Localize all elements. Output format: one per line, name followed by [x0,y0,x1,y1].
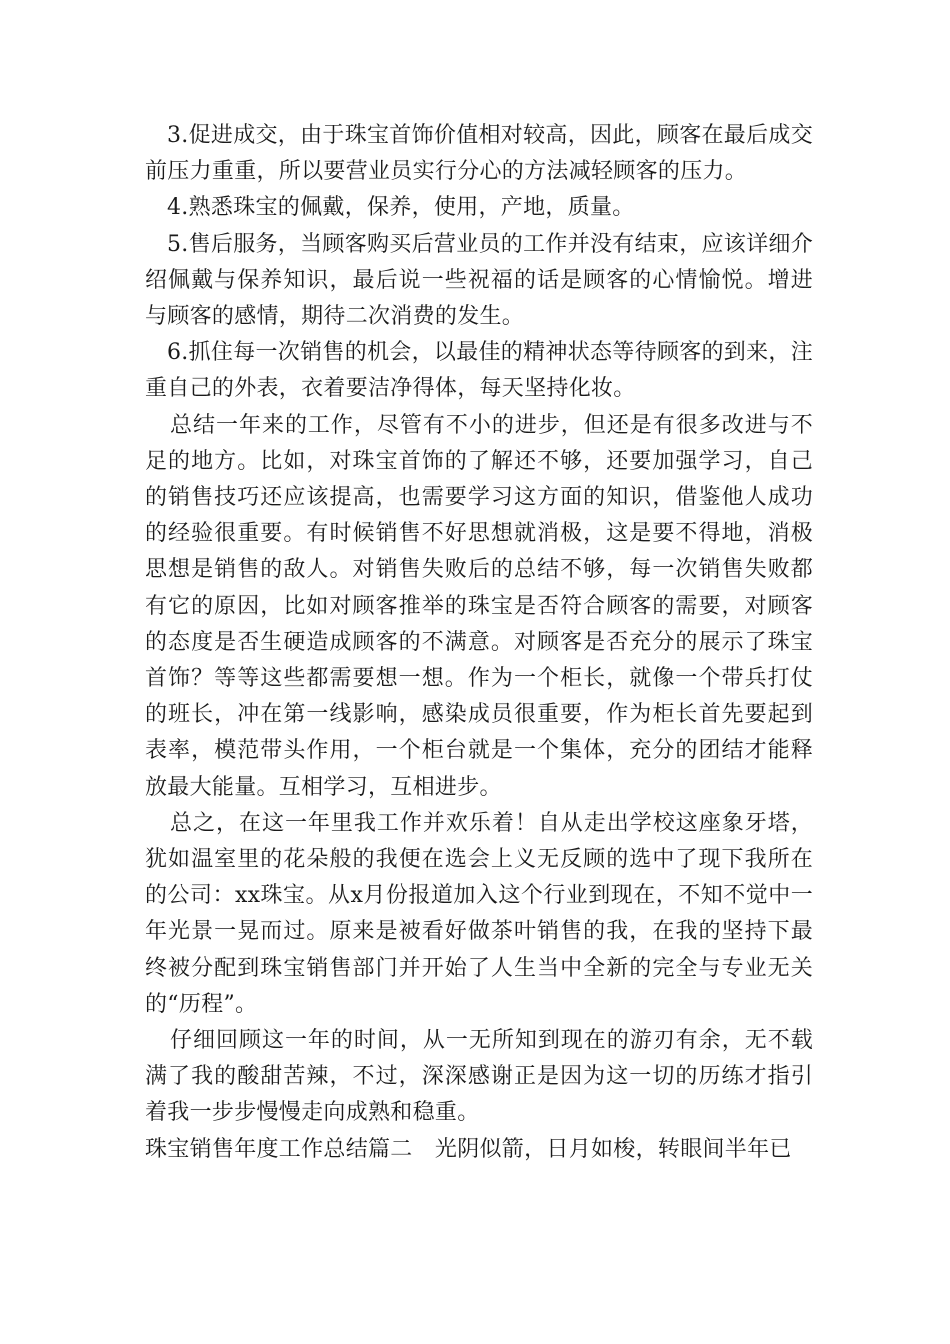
document-body [145,118,813,1168]
paragraph-item-3: 3.促进成交，由于珠宝首饰价值相对较高，因此，顾客在最后成交前压力重重，所以要营业员实行分心的方法减轻顾客的压力。 [145,123,813,185]
paragraph-section-two-start: 珠宝销售年度工作总结篇二 光阴似箭，日月如梭，转眼间半年已 [145,1136,792,1162]
paragraph-conclusion: 总之，在这一年里我工作并欢乐着！自从走出学校这座象牙塔，犹如温室里的花朵般的我便在选会上义无反顾的选中了现下我所在的公司：xx珠宝。从x月份报道加入这个行业到现在，不知不觉中一年光景一晃而过。原来是被看好做茶叶销售的我，在我的坚持下最终被分配到珠宝销售部门并开始了人生当中全新的完全与专业无关的“历程”。 [145,810,813,1017]
paragraph-item-6: 6.抓住每一次销售的机会，以最佳的精神状态等待顾客的到来，注重自己的外表，衣着要洁净得体，每天坚持化妆。 [145,340,813,402]
paragraph-summary: 总结一年来的工作，尽管有不小的进步，但还是有很多改进与不足的地方。比如，对珠宝首饰的了解还不够，还要加强学习，自己的销售技巧还应该提高，也需要学习这方面的知识，借鉴他人成功的经验很重要。有时候销售不好思想就消极，这是要不得地，消极思想是销售的敌人。对销售失败后的总结不够，每一次销售失败都有它的原因，比如对顾客推举的珠宝是否符合顾客的需要，对顾客的态度是否生硬造成顾客的不满意。对顾客是否充分的展示了珠宝首饰？等等这些都需要想一想。作为一个柜长，就像一个带兵打仗的班长，冲在第一线影响，感染成员很重要，作为柜长首先要起到表率，模范带头作用，一个柜台就是一个集体，充分的团结才能释放最大能量。互相学习，互相进步。 [145,412,813,800]
paragraph-item-4: 4.熟悉珠宝的佩戴，保养，使用，产地，质量。 [167,195,635,221]
paragraph-item-5: 5.售后服务，当顾客购买后营业员的工作并没有结束，应该详细介绍佩戴与保养知识，最后说一些祝福的话是顾客的心情愉悦。增进与顾客的感情，期待二次消费的发生。 [145,231,813,330]
paragraph-review: 仔细回顾这一年的时间，从一无所知到现在的游刃有余，无不载满了我的酸甜苦辣，不过，深深感谢正是因为这一切的历练才指引着我一步步慢慢走向成熟和稳重。 [145,1028,813,1126]
